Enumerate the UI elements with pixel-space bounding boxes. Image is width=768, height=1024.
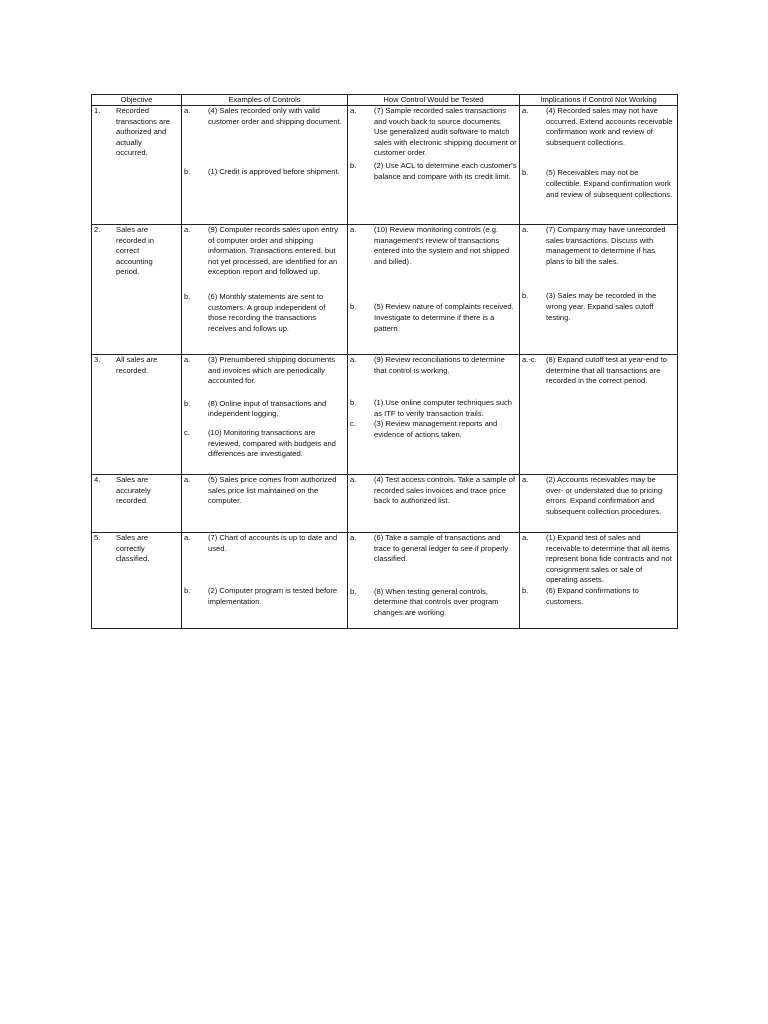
- implication-item: [522, 586, 675, 607]
- objective-cell: [92, 533, 182, 629]
- header-implications: Implications if Control Not Working: [520, 95, 678, 106]
- objective-cell: [92, 225, 182, 355]
- control-item: [184, 586, 345, 607]
- item-text: (8) When testing general controls, determine that controls over program changes are working.: [374, 586, 499, 617]
- item-text: (8) Expand cutoff test at year-end to determine that all transactions are recorded in the correct period.: [546, 355, 668, 386]
- item-text: (1) Credit is approved before shipment.: [208, 167, 340, 177]
- control-item: [184, 399, 345, 420]
- row-number: 4.: [94, 475, 101, 484]
- item-text: (10) Review monitoring controls (e.g. management's review of transactions entered into the system and not shipped and billed).: [374, 225, 510, 266]
- item-letter: a.: [184, 355, 191, 364]
- item-letter: a.: [350, 533, 357, 542]
- control-item: [184, 292, 345, 334]
- test-item: [350, 419, 517, 440]
- item-letter: a.: [184, 533, 191, 542]
- item-letter: a.: [350, 106, 357, 115]
- item-letter: b.: [184, 167, 191, 177]
- tests-cell: [348, 225, 520, 355]
- control-item: [184, 428, 345, 460]
- item-letter: a.: [184, 475, 191, 484]
- item-letter: a.: [522, 533, 529, 542]
- test-item: [350, 475, 517, 507]
- objective-text: Sales are accurately recorded.: [116, 475, 151, 506]
- test-item: [350, 106, 517, 159]
- objective-cell: [92, 475, 182, 533]
- controls-cell: [182, 225, 348, 355]
- item-text: (7) Chart of accounts is up to date and used.: [208, 533, 338, 553]
- row-number: 2.: [94, 225, 101, 234]
- objective-text: Sales are recorded in correct accounting period.: [116, 225, 154, 277]
- item-letter: a.: [350, 225, 357, 234]
- header-controls: Examples of Controls: [182, 95, 348, 106]
- implication-item: [522, 355, 675, 387]
- implication-item: [522, 106, 675, 148]
- row-number: 3.: [94, 355, 101, 364]
- implications-cell: [520, 225, 678, 355]
- item-text: (4) Recorded sales may not have occurred. Extend accounts receivable confirmation work and review of subsequent collections.: [546, 106, 673, 147]
- item-letter: b.: [522, 585, 529, 595]
- implications-cell: [520, 106, 678, 225]
- implications-cell: [520, 355, 678, 475]
- header-tested: How Control Would be Tested: [348, 95, 520, 106]
- item-letter: a.: [522, 106, 529, 115]
- test-item: [350, 161, 517, 182]
- table-row: [92, 355, 678, 475]
- table-row: [92, 533, 678, 629]
- implication-item: [522, 225, 675, 267]
- item-letter: a.: [522, 475, 529, 484]
- item-letter: b.: [522, 168, 529, 178]
- item-letter: a.: [350, 355, 357, 364]
- item-text: (1) Expand test of sales and receivable to determine that all items represent bona fide contracts and not consignment sales or sale of operating assets.: [546, 533, 672, 585]
- implication-item: [522, 475, 675, 517]
- item-letter: a.: [522, 225, 529, 234]
- item-letter: b.: [184, 586, 191, 596]
- test-item: [350, 533, 517, 565]
- item-text: (6) Monthly statements are sent to customers. A group independent of those recording the transactions receives and follows up.: [208, 291, 326, 333]
- item-text: (9) Computer records sales upon entry of computer order and shipping information. Transactions entered, but not yet processed, are identified for an exception report and followed up.: [208, 225, 338, 277]
- item-text: (5) Sales price comes from authorized sales price list maintained on the computer.: [208, 475, 337, 506]
- implication-item: [522, 168, 675, 200]
- item-text: (2) Computer program is tested before implementation.: [208, 586, 338, 606]
- test-item: [350, 587, 517, 619]
- test-item: [350, 302, 517, 334]
- row-number: 5.: [94, 533, 101, 542]
- item-text: (7) Company may have unrecorded sales transactions. Discuss with management to determine if has plans to bill the sales.: [546, 225, 666, 266]
- item-text: (4) Sales recorded only with valid customer order and shipping document.: [208, 106, 342, 126]
- table-row: [92, 475, 678, 533]
- control-item: [184, 106, 345, 127]
- tests-cell: [348, 106, 520, 225]
- item-text: (1) Use online computer techniques such as ITF to verify transaction trails.: [374, 398, 513, 418]
- item-text: (6) Expand confirmations to customers.: [546, 585, 639, 606]
- item-text: (5) Review nature of complaints received. Investigate to determine if there is a pattern.: [374, 302, 514, 333]
- item-letter: a.: [184, 225, 191, 234]
- item-letter: b.: [184, 291, 191, 301]
- item-text: (2) Accounts receivables may be over- or understated due to pricing errors. Expand confirmation and subsequent collection procedures.: [546, 475, 663, 516]
- controls-cell: [182, 533, 348, 629]
- test-item: [350, 355, 517, 376]
- controls-cell: [182, 355, 348, 475]
- item-letter: b.: [350, 160, 357, 170]
- tests-cell: [348, 475, 520, 533]
- control-item: [184, 225, 345, 278]
- tests-cell: [348, 533, 520, 629]
- item-text: (3) Review management reports and evidence of actions taken.: [374, 419, 498, 439]
- objective-cell: [92, 355, 182, 475]
- item-letter: b.: [350, 398, 357, 408]
- item-letter: b.: [350, 586, 357, 596]
- item-letter: a.: [350, 475, 357, 484]
- control-item: [184, 167, 345, 178]
- implication-item: [522, 291, 675, 323]
- item-letter: c.: [350, 419, 356, 429]
- item-letter: a.-c.: [522, 355, 537, 364]
- item-letter: a.: [184, 106, 191, 115]
- item-text: (6) Take a sample of transactions and trace to general ledger to see if properly classified.: [374, 533, 509, 564]
- item-text: (2) Use ACL to determine each customer's balance and compare with its credit limit.: [374, 160, 517, 181]
- item-letter: b.: [522, 291, 529, 301]
- row-number: 1.: [94, 106, 101, 115]
- objective-cell: [92, 106, 182, 225]
- item-letter: b.: [350, 302, 357, 312]
- table-row: [92, 225, 678, 355]
- table-row: [92, 106, 678, 225]
- implications-cell: [520, 475, 678, 533]
- test-item: [350, 225, 517, 267]
- item-text: (5) Receivables may not be collectible. Expand confirmation work and review of subsequent collections.: [546, 168, 673, 199]
- test-item: [350, 398, 517, 419]
- audit-controls-table: [91, 94, 678, 629]
- implication-item: [522, 533, 675, 586]
- objective-text: Sales are correctly classified.: [116, 533, 150, 564]
- control-item: [184, 355, 345, 387]
- control-item: [184, 533, 345, 554]
- item-text: (10) Monitoring transactions are reviewed, compared with budgets and differences are investigated.: [208, 427, 336, 459]
- controls-cell: [182, 106, 348, 225]
- item-text: (3) Sales may be recorded in the wrong year. Expand sales cutoff testing.: [546, 291, 657, 322]
- objective-text: Recorded transactions are authorized and actually occurred.: [116, 106, 171, 158]
- tests-cell: [348, 355, 520, 475]
- item-text: (8) Online input of transactions and independent logging.: [208, 398, 327, 419]
- header-objective: Objective: [92, 95, 182, 106]
- item-text: (3) Prenumbered shipping documents and invoices which are periodically accounted for.: [208, 355, 336, 386]
- control-item: [184, 475, 345, 507]
- item-text: (4) Test access controls. Take a sample of recorded sales invoices and trace price back to authorized list.: [374, 475, 516, 506]
- item-text: (7) Sample recorded sales transactions and vouch back to source documents. Use generalized audit software to match sales with electronic shipping document or customer order.: [374, 106, 517, 158]
- objective-text: All sales are recorded.: [116, 355, 158, 375]
- header-row: [92, 95, 678, 106]
- item-text: (9) Review reconciliations to determine that control is working.: [374, 355, 505, 375]
- controls-cell: [182, 475, 348, 533]
- item-letter: c.: [184, 427, 190, 437]
- item-letter: b.: [184, 398, 191, 408]
- implications-cell: [520, 533, 678, 629]
